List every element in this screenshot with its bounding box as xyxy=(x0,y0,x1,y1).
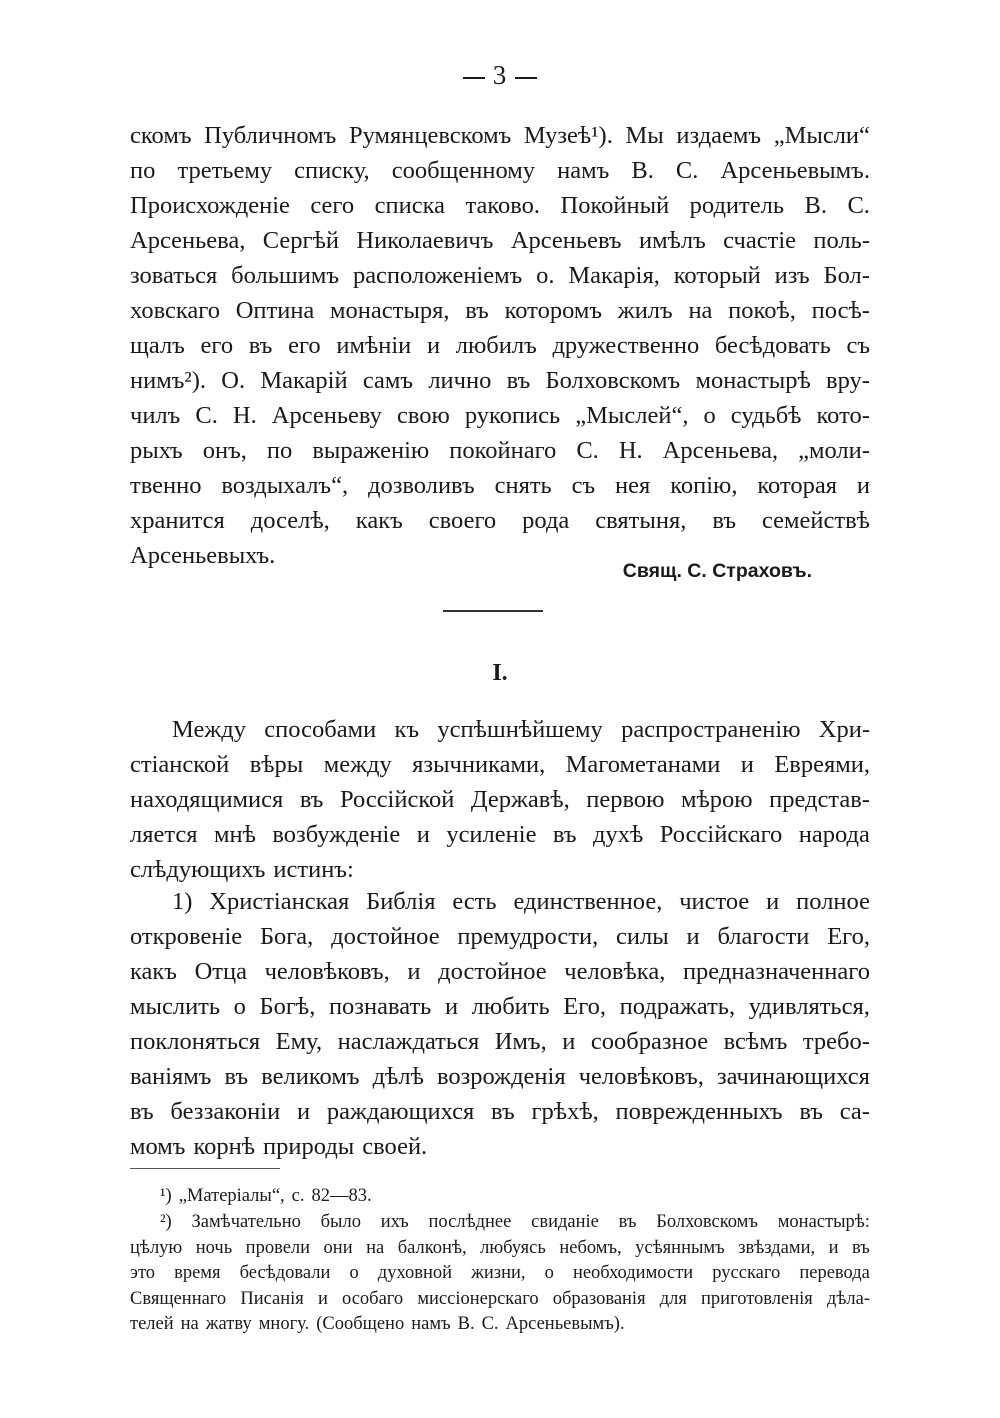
page-number-dash-right xyxy=(515,77,537,79)
author-signature: Свящ. С. Страховъ. xyxy=(622,560,812,582)
text-line: поклоняться Ему, наслаждаться Имъ, и сообразное всѣмъ требо- xyxy=(130,1028,870,1055)
text-line: чилъ С. Н. Арсеньеву свою рукопись „Мыслей“, о судьбѣ кото- xyxy=(130,402,870,429)
page-number-text: 3 xyxy=(492,60,508,90)
text-line: хранится доселѣ, какъ своего рода святыня, въ семействѣ xyxy=(130,507,870,534)
text-line: какъ Отца человѣковъ, и достойное человѣка, предназначеннаго xyxy=(130,958,870,985)
section-heading: I. xyxy=(492,660,508,686)
text-line: въ беззаконіи и раждающихся въ грѣхѣ, поврежденныхъ въ са- xyxy=(130,1098,870,1125)
text-line: ваніямъ въ великомъ дѣлѣ возрожденія человѣковъ, зачинающихся xyxy=(130,1063,870,1090)
text-line: Арсеньевыхъ. xyxy=(130,542,276,569)
paragraph-introduction xyxy=(130,712,870,887)
text-line: Арсеньева, Сергѣй Николаевичъ Арсеньевъ имѣлъ счастіе поль- xyxy=(130,227,870,254)
text-line: Происхожденіе сего списка таково. Покойный родитель В. С. xyxy=(130,192,870,219)
text-line: 1) Христіанская Библія есть единственное, чистое и полное xyxy=(172,888,870,915)
text-line: стіанской вѣры между язычниками, Магометанами и Евреями, xyxy=(130,751,870,778)
text-line: момъ корнѣ природы своей. xyxy=(130,1133,428,1160)
text-line: твенно воздыхалъ“, дозволивъ снять съ нея копію, которая и xyxy=(130,472,870,499)
text-line: Священнаго Писанія и особаго миссіонерскаго образованія для приготовленія дѣла- xyxy=(130,1288,870,1309)
text-line: ляется мнѣ возбужденіе и усиленіе въ духѣ Россійскаго народа xyxy=(130,821,870,848)
text-line: щалъ его въ его имѣніи и любилъ дружественно бесѣдовать съ xyxy=(130,332,870,359)
text-line: это время бесѣдовали о духовной жизни, о необходимости русскаго перевода xyxy=(130,1263,870,1283)
text-line: скомъ Публичномъ Румянцевскомъ Музеѣ¹). Мы издаемъ „Мысли“ xyxy=(130,122,870,149)
paragraph-museum-text xyxy=(130,118,870,573)
text-line: слѣдующихъ истинъ: xyxy=(130,856,354,883)
footnote-2 xyxy=(130,1210,870,1338)
text-line: по третьему списку, сообщенному намъ В. С. Арсеньевымъ. xyxy=(130,157,870,184)
footnote-divider xyxy=(130,1168,280,1169)
text-line: ²) Замѣчательно было ихъ послѣднее свиданіе въ Болховскомъ монастырѣ: xyxy=(160,1212,870,1232)
text-line: цѣлую ночь провели они на балконѣ, любуясь небомъ, усѣяннымъ звѣздами, и въ xyxy=(130,1237,870,1258)
page-number xyxy=(0,60,1000,91)
text-line: зоваться большимъ расположеніемъ о. Макарія, который изъ Бол- xyxy=(130,262,870,289)
text-line: откровеніе Бога, достойное премудрости, силы и благости Его, xyxy=(130,923,870,950)
text-line: ховскаго Оптина монастыря, въ которомъ жилъ на покоѣ, посѣ- xyxy=(130,297,870,324)
section-divider xyxy=(443,610,543,612)
text-line: нимъ²). О. Макарій самъ лично въ Болховскомъ монастырѣ вру- xyxy=(130,367,870,394)
text-line: мыслить о Богѣ, познавать и любить Его, подражать, удивляться, xyxy=(130,993,870,1020)
paragraph-point-one xyxy=(130,884,870,1164)
footnote-1 xyxy=(130,1184,870,1210)
text-line: Между способами къ успѣшнѣйшему распространенію Хри- xyxy=(172,716,870,743)
text-line: телей на жатву многу. (Сообщено намъ В. С. Арсеньевымъ). xyxy=(130,1314,625,1334)
text-line: ¹) „Матеріалы“, с. 82—83. xyxy=(160,1186,372,1206)
text-line: находящимися въ Россійской Державѣ, первою мѣрою представ- xyxy=(130,786,870,813)
page-number-dash-left xyxy=(463,77,485,79)
text-line: рыхъ онъ, по выраженію покойнаго С. Н. Арсеньева, „моли- xyxy=(130,437,870,464)
